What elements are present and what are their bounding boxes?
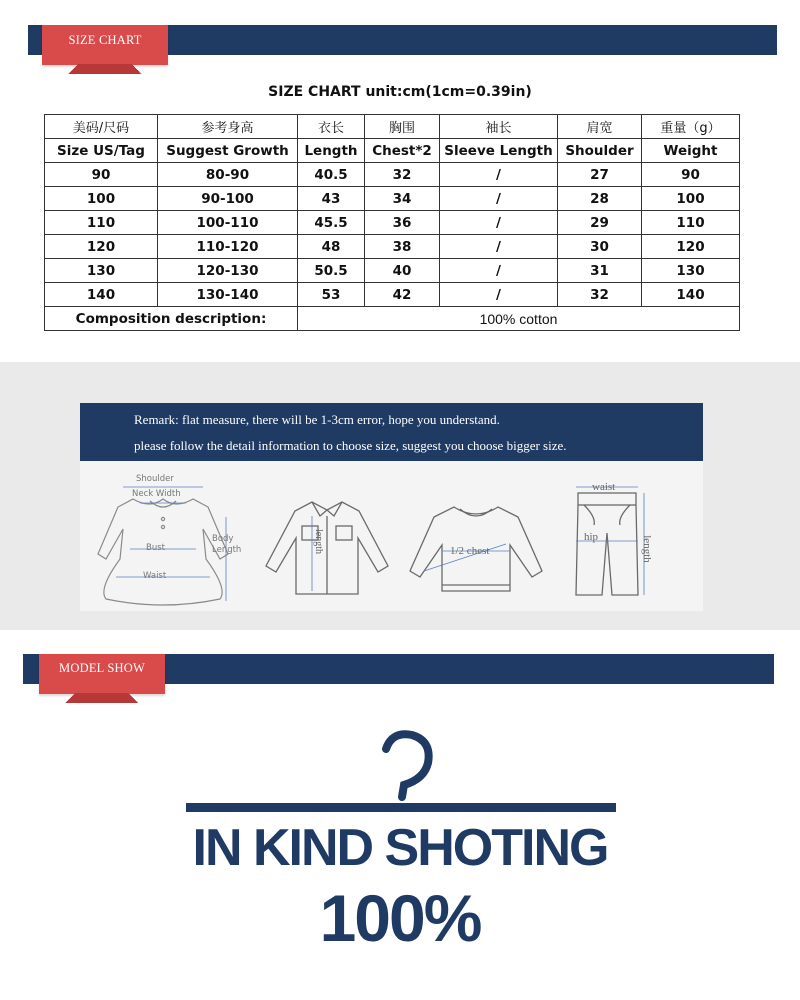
- dress-waist-label: Waist: [143, 571, 167, 581]
- table-cell: 120: [642, 235, 740, 259]
- table-cell: 29: [558, 211, 642, 235]
- header-en-cell: Length: [298, 139, 365, 163]
- ribbon-tail: [42, 64, 168, 74]
- table-cell: 140: [45, 283, 158, 307]
- table-cell: 100-110: [158, 211, 298, 235]
- remark-box: [80, 403, 703, 461]
- header-en-cell: Shoulder: [558, 139, 642, 163]
- header-en-cell: Sleeve Length: [440, 139, 558, 163]
- dress-shoulder-label: Shoulder: [136, 474, 174, 484]
- hanger-icon: [180, 725, 620, 817]
- table-cell: 130: [642, 259, 740, 283]
- table-cell: 40.5: [298, 163, 365, 187]
- table-row: [45, 163, 740, 187]
- composition-value: 100% cotton: [298, 307, 740, 331]
- header-cn-cell: 参考身高: [158, 115, 298, 139]
- table-row: [45, 211, 740, 235]
- table-cell: 42: [365, 283, 440, 307]
- table-cell: 53: [298, 283, 365, 307]
- table-cell: 110-120: [158, 235, 298, 259]
- header-cn-cell: 重量（g）: [642, 115, 740, 139]
- table-cell: 40: [365, 259, 440, 283]
- table-cell: /: [440, 235, 558, 259]
- table-cell: 120-130: [158, 259, 298, 283]
- table-cell: 38: [365, 235, 440, 259]
- table-cell: /: [440, 283, 558, 307]
- table-header-cn-row: [45, 115, 740, 139]
- promo-line-1: IN KIND SHOTING: [192, 819, 608, 877]
- table-cell: 140: [642, 283, 740, 307]
- table-cell: 32: [365, 163, 440, 187]
- header-en-cell: Suggest Growth: [158, 139, 298, 163]
- pants-waist-label: waist: [592, 481, 616, 493]
- pants-icon: [570, 483, 650, 603]
- table-cell: /: [440, 259, 558, 283]
- table-cell: /: [440, 163, 558, 187]
- size-table: [44, 114, 740, 331]
- table-cell: 27: [558, 163, 642, 187]
- sweater-chest-label: 1/2 chest: [450, 545, 490, 557]
- header-cn-cell: 袖长: [440, 115, 558, 139]
- table-cell: 80-90: [158, 163, 298, 187]
- table-cell: 90: [45, 163, 158, 187]
- table-cell: 48: [298, 235, 365, 259]
- table-cell: 45.5: [298, 211, 365, 235]
- composition-row: [45, 307, 740, 331]
- header-cn-cell: 衣长: [298, 115, 365, 139]
- table-header-en-row: [45, 139, 740, 163]
- ribbon-tail: [39, 693, 165, 703]
- table-cell: 100: [45, 187, 158, 211]
- table-cell: 34: [365, 187, 440, 211]
- table-row: [45, 235, 740, 259]
- table-cell: 120: [45, 235, 158, 259]
- table-cell: 43: [298, 187, 365, 211]
- table-cell: 32: [558, 283, 642, 307]
- shirt-icon: [260, 496, 395, 601]
- table-cell: 30: [558, 235, 642, 259]
- table-row: [45, 259, 740, 283]
- table-cell: 90-100: [158, 187, 298, 211]
- header-en-cell: Size US/Tag: [45, 139, 158, 163]
- table-cell: /: [440, 211, 558, 235]
- table-cell: 110: [45, 211, 158, 235]
- remark-line-1: Remark: flat measure, there will be 1-3cm error, hope you understand.: [134, 412, 500, 427]
- shirt-length-label: length: [313, 529, 324, 554]
- table-cell: 90: [642, 163, 740, 187]
- promo-line-2: 100%: [319, 881, 481, 955]
- table-row: [45, 187, 740, 211]
- size-chart-ribbon-label: SIZE CHART: [68, 33, 142, 47]
- table-cell: 31: [558, 259, 642, 283]
- header-cn-cell: 胸围: [365, 115, 440, 139]
- table-cell: 28: [558, 187, 642, 211]
- measurement-diagrams: [80, 461, 703, 611]
- dress-length-label: Length: [212, 545, 242, 555]
- remark-line-2: please follow the detail information to choose size, suggest you choose bigger size.: [134, 438, 567, 453]
- dress-body-label: Body: [212, 534, 234, 544]
- table-cell: 130: [45, 259, 158, 283]
- header-en-cell: Chest*2: [365, 139, 440, 163]
- pants-hip-label: hip: [584, 531, 599, 543]
- table-cell: 130-140: [158, 283, 298, 307]
- table-cell: /: [440, 187, 558, 211]
- dress-neck-width-label: Neck Width: [132, 489, 181, 499]
- model-show-ribbon-label: MODEL SHOW: [59, 661, 145, 675]
- header-cn-cell: 肩宽: [558, 115, 642, 139]
- table-cell: 100: [642, 187, 740, 211]
- pants-length-label: length: [640, 535, 653, 563]
- table-cell: 36: [365, 211, 440, 235]
- table-cell: 110: [642, 211, 740, 235]
- table-cell: 50.5: [298, 259, 365, 283]
- size-chart-ribbon: [42, 25, 168, 65]
- table-row: [45, 283, 740, 307]
- header-cn-cell: 美码/尺码: [45, 115, 158, 139]
- header-en-cell: Weight: [642, 139, 740, 163]
- composition-label: Composition description:: [45, 307, 298, 331]
- chart-title: SIZE CHART unit:cm(1cm=0.39in): [268, 84, 532, 100]
- dress-bust-label: Bust: [146, 543, 165, 553]
- model-show-ribbon: [39, 654, 165, 694]
